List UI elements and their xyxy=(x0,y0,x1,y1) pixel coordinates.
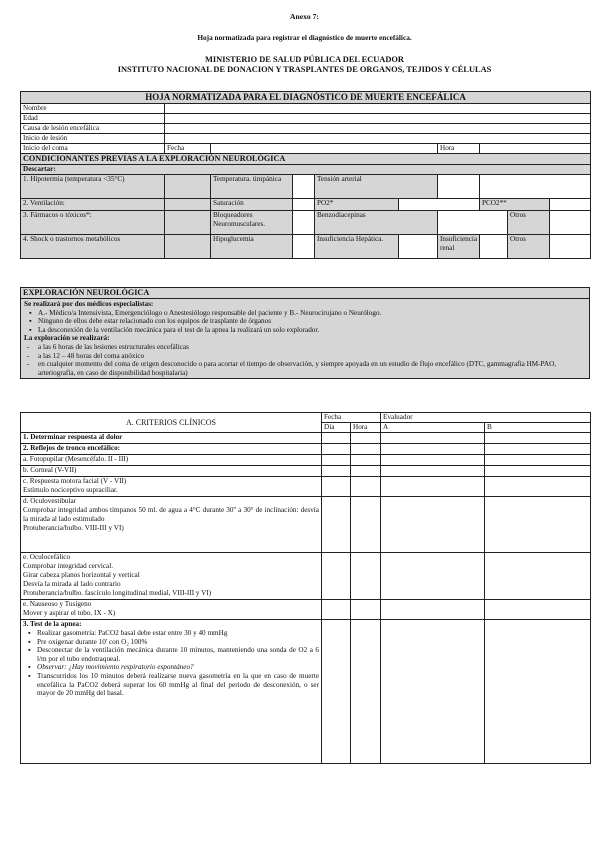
table-cell[interactable] xyxy=(322,444,351,455)
table-cell[interactable] xyxy=(322,620,351,764)
injury-cause-label: Causa de lesión encefálica xyxy=(21,124,165,134)
timing-title: La exploración se realizará: xyxy=(24,334,110,343)
age-label: Edad xyxy=(21,114,165,124)
date-header: Fecha xyxy=(322,413,381,423)
table-cell[interactable] xyxy=(322,477,351,497)
oculocephalic-cell xyxy=(21,553,322,600)
table-cell[interactable] xyxy=(485,497,591,553)
exploration-instructions xyxy=(21,299,590,379)
oculovestibular-detail: Comprobar integridad ambos tímpanos 50 ml. de agua a 4°C durante 30'' a 30° de inclinación: desvía la mirada al lado estimulado xyxy=(23,506,319,523)
ventilation-field[interactable] xyxy=(165,199,211,211)
hepatic-failure-label: Insuficiencia Hepática. xyxy=(315,235,399,259)
clinical-criteria-table xyxy=(20,412,591,764)
table-cell[interactable] xyxy=(351,455,381,466)
oculocephalic-anatomy: Protuberancia/bulbo. fascículo longitudinal medial, VIII-III y VI) xyxy=(23,589,212,597)
table-cell[interactable] xyxy=(322,497,351,553)
hepatic-failure-field[interactable] xyxy=(399,235,438,259)
drugs-other-field[interactable] xyxy=(550,211,591,235)
oculovestibular-cell xyxy=(21,497,322,553)
table-cell[interactable] xyxy=(322,600,351,620)
facial-motor-label: c. Respuesta motora facial (V - VII) xyxy=(23,477,127,485)
table-cell[interactable] xyxy=(351,466,381,477)
examiners-title: Se realizará por dos médicos especialistas: xyxy=(24,300,154,308)
list-item: ▪ Desconectar de la ventilación mecánica durante 10 minutos, manteniendo una sonda de O2 a 6 l/m por el tubo endotraqueal. xyxy=(37,646,319,663)
facial-motor-detail: Estímulo nociceptivo supraciliar. xyxy=(23,486,118,494)
list-item: ▪ Transcurridos los 10 minutos deberá realizarse nueva gasometría en la que en caso de muerte encefálica la PaCO2 deberá superar los 60 mmHg al final del periodo de desconexión, o ser mayor de 20 mmHg del basal. xyxy=(37,672,319,698)
table-cell[interactable] xyxy=(381,433,485,444)
list-item: ▪ Ninguno de ellos debe estar relacionado con los equipos de trasplante de órganos xyxy=(38,317,586,326)
benzodiazepines-label: Benzodiacepinas xyxy=(315,211,438,235)
renal-failure-field[interactable] xyxy=(480,235,508,259)
apnea-steps-list xyxy=(23,629,319,698)
pco2-label: PCO2** xyxy=(480,199,550,211)
clinical-criteria-heading: A. CRITERIOS CLÍNICOS xyxy=(21,413,322,433)
table-cell[interactable] xyxy=(381,444,485,455)
name-field[interactable] xyxy=(165,104,591,114)
coma-onset-label: Inicio del coma xyxy=(21,144,165,154)
evaluator-a-header: A xyxy=(381,423,485,433)
table-cell[interactable] xyxy=(381,620,485,764)
institute-heading: INSTITUTO NACIONAL DE DONACION Y TRASPLANTES DE ORGANOS, TEJIDOS Y CÉLULAS xyxy=(117,65,492,74)
metabolic-other-field[interactable] xyxy=(550,235,591,259)
oculocephalic-detail-3: Desvía la mirada al lado contrario xyxy=(23,580,121,588)
list-item: ▪ Realizar gasometría: PaCO2 basal debe estar entre 30 y 40 mmHg xyxy=(37,629,319,638)
examiners-list xyxy=(24,309,586,335)
exploration-table xyxy=(20,287,590,379)
table-cell[interactable] xyxy=(485,466,591,477)
table-cell[interactable] xyxy=(322,455,351,466)
hypothermia-label: 1. Hipotermia (temperatura <35°C) xyxy=(21,175,165,199)
metabolic-other-label: Otros xyxy=(508,235,550,259)
row1-extra xyxy=(480,175,591,199)
facial-motor-cell xyxy=(21,477,322,497)
exploration-heading: EXPLORACIÓN NEUROLÓGICA xyxy=(21,288,590,299)
table-cell[interactable] xyxy=(381,477,485,497)
annex-label: Anexo 7: xyxy=(290,12,319,21)
neuromuscular-blockers-field[interactable] xyxy=(293,211,315,235)
table-cell[interactable] xyxy=(381,455,485,466)
coma-date-field[interactable] xyxy=(211,144,438,154)
age-field[interactable] xyxy=(165,114,591,124)
table-cell[interactable] xyxy=(485,477,591,497)
evaluator-b-header: B xyxy=(485,423,591,433)
table-cell[interactable] xyxy=(322,553,351,600)
gag-cough-label: e. Nauseoso y Tusígeno xyxy=(23,600,92,608)
oculocephalic-detail-2: Girar cabeza planos horizontal y vertical xyxy=(23,571,140,579)
injury-onset-label: Inicio de lesión xyxy=(21,134,165,144)
injury-onset-field[interactable] xyxy=(165,134,591,144)
day-header: Día xyxy=(322,423,351,433)
apnea-test-label: 3. Test de la apnea: xyxy=(23,620,82,628)
renal-failure-label: Insuficiencia renal xyxy=(438,235,480,259)
table-cell[interactable] xyxy=(381,553,485,600)
document-subtitle: Hoja normatizada para registrar el diagnóstico de muerte encefálica. xyxy=(197,33,412,42)
coma-time-field[interactable] xyxy=(480,144,591,154)
oculovestibular-label: d. Oculovestibular xyxy=(23,497,77,505)
coma-time-label: Hora xyxy=(438,144,480,154)
tympanic-temp-field[interactable] xyxy=(293,175,315,199)
oculocephalic-detail-1: Comprobar integridad cervical. xyxy=(23,562,114,570)
drugs-label: 3. Fármacos o tóxicos*: xyxy=(21,211,165,235)
list-item: - a las 12 – 48 horas del coma anóxico xyxy=(38,352,586,361)
table-cell[interactable] xyxy=(485,433,591,444)
neuromuscular-blockers-label: Bloqueadores Neuromusculares. xyxy=(211,211,293,235)
corneal-label: b. Corneal (V-VII) xyxy=(21,466,322,477)
table-cell[interactable] xyxy=(381,600,485,620)
table-cell[interactable] xyxy=(351,433,381,444)
list-item: - en cualquier momento del coma de origen desconocido o para acortar el tiempo de observación, y siempre apoyada en un estudio de flujo encefálico (DTC, gammagrafía HM-PAO, arteriografía, en caso de disponibilidad hospitalaria) xyxy=(38,360,586,377)
drugs-other-label: Otros xyxy=(508,211,550,235)
table-cell[interactable] xyxy=(322,433,351,444)
timing-list xyxy=(24,343,586,377)
oculocephalic-label: e. Oculocefálico xyxy=(23,553,71,561)
table-cell[interactable] xyxy=(485,600,591,620)
apnea-test-cell xyxy=(21,620,322,764)
pco2-field[interactable] xyxy=(550,199,591,211)
hypothermia-field[interactable] xyxy=(165,175,211,199)
hypoglycemia-field[interactable] xyxy=(293,235,315,259)
table-cell[interactable] xyxy=(322,466,351,477)
table-cell[interactable] xyxy=(485,553,591,600)
form-title: HOJA NORMATIZADA PARA EL DIAGNÓSTICO DE MUERTE ENCEFÁLICA xyxy=(21,92,591,104)
evaluator-header: Evaluador xyxy=(381,413,591,423)
table-cell[interactable] xyxy=(485,455,591,466)
list-item: ▪ Observar: ¿Hay movimiento respiratorio espontáneo? xyxy=(37,663,319,672)
time-header: Hora xyxy=(351,423,381,433)
table-cell[interactable] xyxy=(381,497,485,553)
name-label: Nombre xyxy=(21,104,165,114)
hypoglycemia-label: Hipoglucemia xyxy=(211,235,293,259)
table-cell[interactable] xyxy=(485,620,591,764)
po2-label: PO2* xyxy=(315,199,399,211)
list-item: ▪ La desconexión de la ventilación mecánica para el test de la apnea la realizará un solo explorador. xyxy=(38,326,586,335)
table-cell[interactable] xyxy=(351,444,381,455)
blood-pressure-field[interactable] xyxy=(438,175,480,199)
shock-label: 4. Shock o trastornos metabólicos xyxy=(21,235,165,259)
oculovestibular-anatomy: Protuberancia/bulbo. VIII-III y VI) xyxy=(23,524,124,532)
drugs-field[interactable] xyxy=(165,211,211,235)
table-cell[interactable] xyxy=(351,620,381,764)
gag-cough-detail: Mover y aspirar el tubo. IX - X) xyxy=(23,609,116,617)
pain-response-label: 1. Determinar respuesta al dolor xyxy=(21,433,322,444)
list-item: - a las 6 horas de las lesiones estructurales encefálicas xyxy=(38,343,586,352)
table-cell[interactable] xyxy=(381,466,485,477)
brainstem-reflexes-label: 2. Reflejos de tronco encefálico: xyxy=(21,444,322,455)
tympanic-temp-label: Temperatura. timpánica xyxy=(211,175,293,199)
table-cell[interactable] xyxy=(351,600,381,620)
saturation-label: Saturación xyxy=(211,199,293,211)
table-cell[interactable] xyxy=(351,477,381,497)
ministry-heading: MINISTERIO DE SALUD PÚBLICA DEL ECUADOR xyxy=(205,55,404,64)
injury-cause-field[interactable] xyxy=(165,124,591,134)
patient-conditions-table xyxy=(20,91,591,259)
list-item: ▪ Pre oxigenar durante 10' con O₂ 100% xyxy=(37,638,319,647)
photopupillary-label: a. Fotopupilar (Mesencéfalo. II - III) xyxy=(21,455,322,466)
shock-field[interactable] xyxy=(165,235,211,259)
po2-field[interactable] xyxy=(399,199,480,211)
table-cell[interactable] xyxy=(351,497,381,553)
conditions-heading: CONDICIONANTES PREVIAS A LA EXPLORACIÓN NEUROLÓGICA xyxy=(21,154,591,165)
benzodiazepines-field[interactable] xyxy=(438,211,508,235)
coma-date-label: Fecha xyxy=(165,144,211,154)
blood-pressure-label: Tensión arterial xyxy=(315,175,438,199)
table-cell[interactable] xyxy=(485,444,591,455)
table-cell[interactable] xyxy=(351,553,381,600)
ventilation-label: 2. Ventilación: xyxy=(21,199,165,211)
discard-label: Descartar: xyxy=(21,165,591,175)
gag-cough-cell xyxy=(21,600,322,620)
saturation-field[interactable] xyxy=(293,199,315,211)
list-item: ▪ A.- Médico/a Intensivista, Emergenciólogo o Anestesiólogo responsable del paciente y B.- Neurocirujano o Neurólogo. xyxy=(38,309,586,318)
